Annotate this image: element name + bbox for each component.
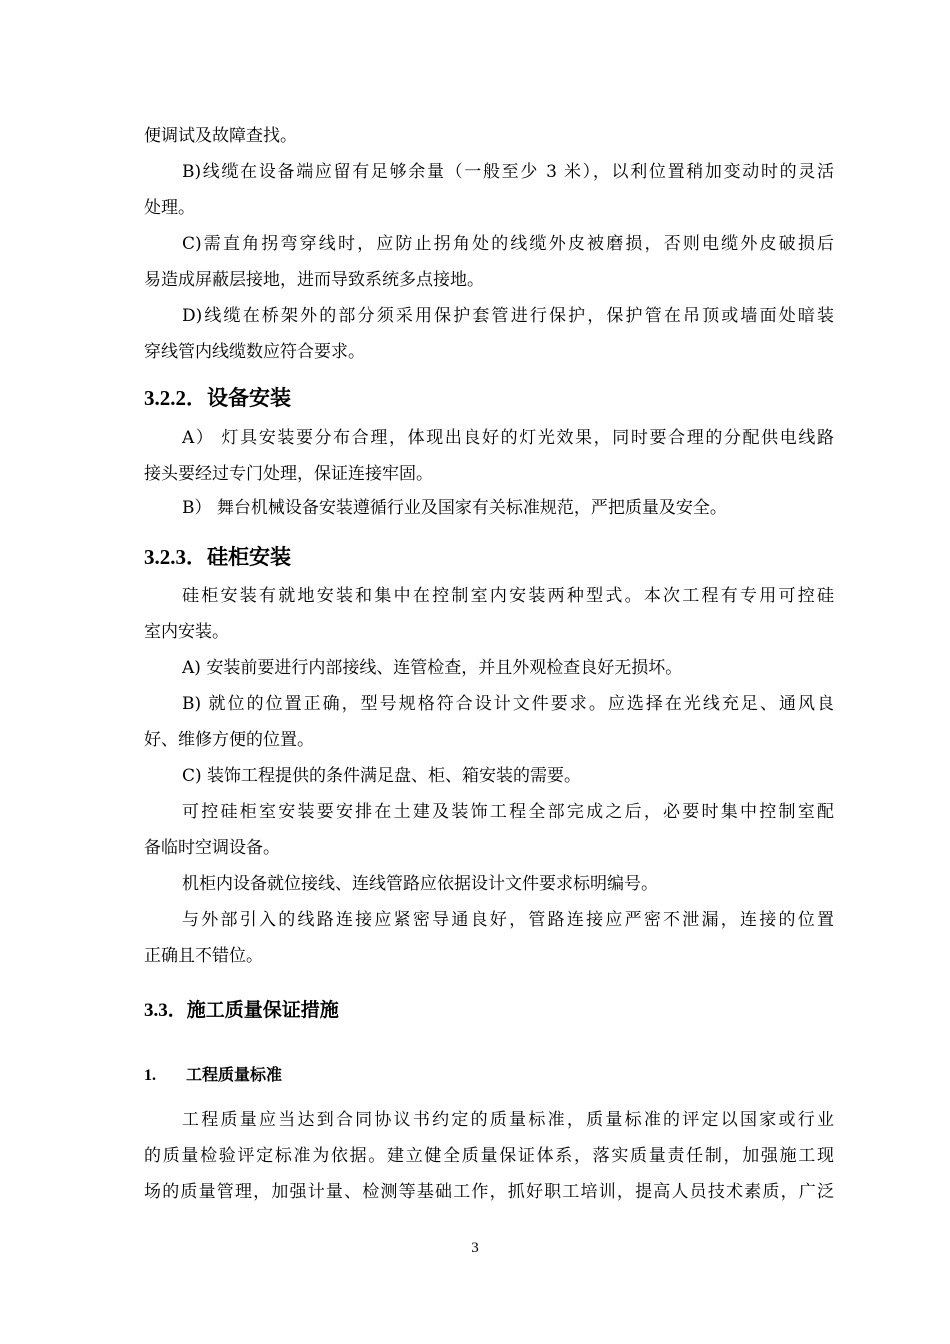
- section-number: 3.2.2．: [144, 386, 207, 410]
- paragraph-line: 工程质量应当达到合同协议书约定的质量标准，质量标准的评定以国家或行业: [182, 1110, 834, 1130]
- paragraph-line: 便调试及故障查找。: [144, 126, 297, 146]
- paragraph-line: 处理。: [144, 198, 195, 218]
- paragraph-line: 的质量检验评定标准为依据。建立健全质量保证体系，落实质量责任制，加强施工现: [144, 1146, 834, 1166]
- paragraph-line: 与外部引入的线路连接应紧密导通良好，管路连接应严密不泄漏，连接的位置: [182, 910, 834, 930]
- section-title: 施工质量保证措施: [186, 999, 339, 1021]
- paragraph-line: D)线缆在桥架外的部分须采用保护套管进行保护，保护管在吊顶或墙面处暗装: [182, 306, 834, 326]
- paragraph-line: 备临时空调设备。: [144, 838, 280, 858]
- paragraph-line: 接头要经过专门处理，保证连接牢固。: [144, 464, 433, 484]
- paragraph-line: 室内安装。: [144, 622, 229, 642]
- section-heading-3-3: [144, 997, 339, 1024]
- paragraph-line: 可控硅柜室安装要安排在土建及装饰工程全部完成之后，必要时集中控制室配: [182, 802, 834, 822]
- paragraph-line: 穿线管内线缆数应符合要求。: [144, 342, 365, 362]
- section-title: 设备安装: [207, 385, 291, 410]
- paragraph-line: C)需直角拐弯穿线时，应防止拐角处的线缆外皮被磨损，否则电缆外皮破损后: [182, 234, 834, 254]
- paragraph-line: A） 灯具安装要分布合理，体现出良好的灯光效果，同时要合理的分配供电线路: [182, 428, 834, 448]
- paragraph-line: 易造成屏蔽层接地，进而导致系统多点接地。: [144, 270, 484, 290]
- paragraph-line: C) 装饰工程提供的条件满足盘、柜、箱安装的需要。: [182, 766, 582, 786]
- subsection-heading-1: [144, 1063, 282, 1088]
- section-number: 3.3．: [144, 1000, 187, 1021]
- section-title: 硅柜安装: [207, 544, 291, 569]
- section-heading-3-2-2: [144, 384, 291, 412]
- paragraph-line: 场的质量管理，加强计量、检测等基础工作，抓好职工培训，提高人员技术素质，广泛: [144, 1182, 834, 1202]
- paragraph-line: 硅柜安装有就地安装和集中在控制室内安装两种型式。本次工程有专用可控硅: [182, 586, 834, 606]
- paragraph-line: B） 舞台机械设备安装遵循行业及国家有关标准规范，严把质量及安全。: [182, 498, 727, 518]
- paragraph-line: 好、维修方便的位置。: [144, 730, 314, 750]
- subsection-title: 工程质量标准: [186, 1065, 283, 1084]
- paragraph-line: 机柜内设备就位接线、连线管路应依据设计文件要求标明编号。: [182, 874, 658, 894]
- page-number: 3: [471, 1240, 479, 1256]
- section-number: 3.2.3．: [144, 545, 207, 569]
- paragraph-line: B) 就位的位置正确，型号规格符合设计文件要求。应选择在光线充足、通风良: [182, 694, 834, 714]
- subsection-number: 1.: [144, 1067, 156, 1084]
- paragraph-line: B)线缆在设备端应留有足够余量（一般至少 3 米），以利位置稍加变动时的灵活: [182, 162, 834, 182]
- paragraph-line: A) 安装前要进行内部接线、连管检查，并且外观检查良好无损坏。: [182, 658, 683, 678]
- paragraph-line: 正确且不错位。: [144, 946, 263, 966]
- section-heading-3-2-3: [144, 543, 291, 571]
